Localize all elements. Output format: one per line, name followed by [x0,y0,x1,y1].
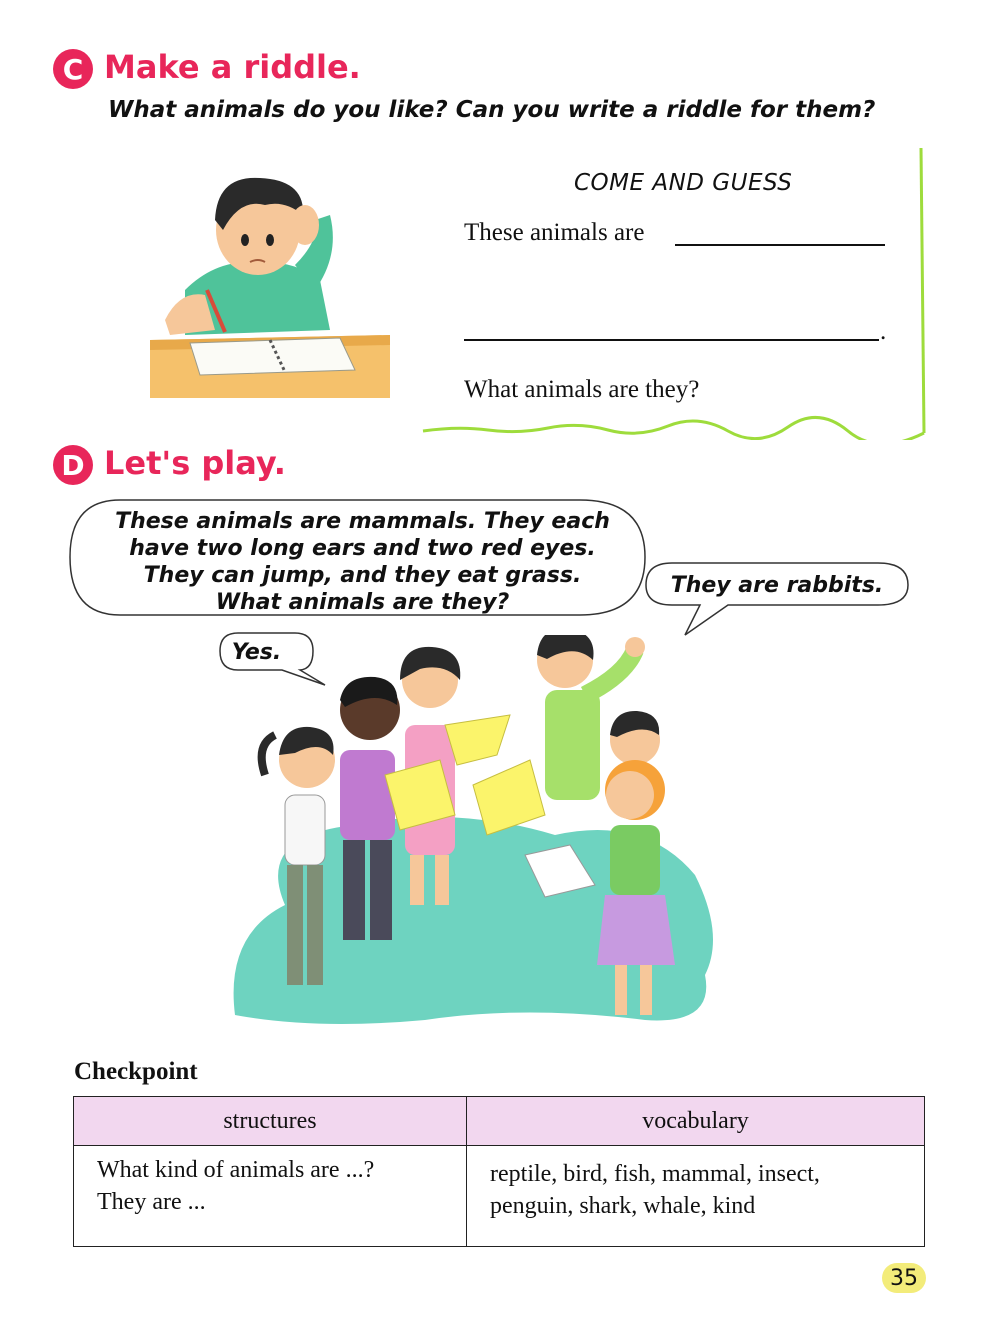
bubble-main [75,508,650,616]
children-playing-illustration [225,635,725,1035]
structure-line-2: They are ... [97,1189,206,1215]
bubble-main-line-4: What animals are they? [215,590,510,615]
riddle-question: What animals are they? [464,376,700,403]
checkpoint-heading: Checkpoint [74,1058,198,1085]
vocabulary-line-2: penguin, shark, whale, kind [490,1193,756,1219]
checkpoint-table [73,1096,925,1247]
checkpoint-content-row [74,1146,925,1247]
checkpoint-header-row [74,1097,925,1146]
section-d-badge: D [53,445,93,485]
riddle-period: . [880,318,887,345]
riddle-line-1: These animals are [464,219,645,246]
section-d-title: Let's play. [104,444,286,482]
riddle-card-title: COME AND GUESS [574,170,793,196]
bubble-main-line-3: They can jump, and they eat grass. [143,563,582,588]
vocabulary-line-1: reptile, bird, fish, mammal, insect, [490,1161,820,1187]
section-c-title: Make a riddle. [104,48,361,86]
bubble-main-line-2: have two long ears and two red eyes. [129,536,596,561]
blank-line-2[interactable] [464,339,879,341]
section-c-instruction: What animals do you like? Can you write a riddle for them? [108,97,876,123]
col-vocabulary-header: vocabulary [467,1097,925,1146]
vocabulary-cell [467,1146,925,1247]
bubble-answer: They are rabbits. [670,573,884,598]
structures-cell [74,1146,467,1247]
bubble-yes: Yes. [231,640,282,665]
section-c-badge: C [53,49,93,89]
structure-line-1: What kind of animals are ...? [97,1157,375,1183]
bubble-main-line-1: These animals are mammals. They each [115,509,610,534]
col-structures-header: structures [74,1097,467,1146]
boy-writing-illustration [145,170,395,400]
blank-line-1[interactable] [675,244,885,246]
page-number: 35 [882,1263,926,1293]
